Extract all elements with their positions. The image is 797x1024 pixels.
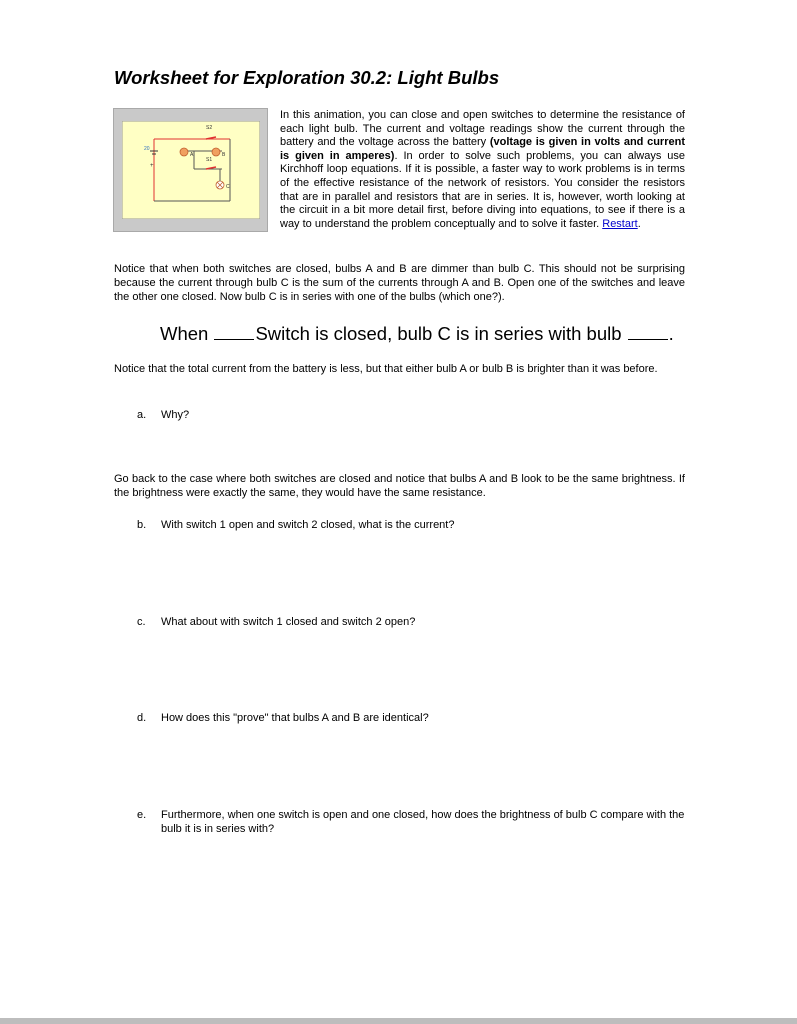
label-plus: +: [150, 163, 154, 169]
question-letter: d.: [137, 712, 147, 724]
bulb-b: [212, 148, 220, 156]
restart-link[interactable]: Restart: [602, 217, 638, 230]
fill-in-when: When: [160, 323, 209, 344]
question-text: What about with switch 1 closed and switch 2 open?: [161, 616, 416, 628]
fill-in-sentence: [160, 322, 720, 345]
circuit-animation[interactable]: [113, 108, 268, 232]
notice-paragraph-2: Notice that the total current from the battery is less, but that either bulb A or bulb B is brighter than it was before.: [114, 363, 658, 375]
question-text: Furthermore, when one switch is open and one closed, how does the brightness of bulb C compare with the bulb it is in series with?: [161, 809, 685, 835]
window-bottom-edge: [0, 1018, 797, 1024]
blank-bulb[interactable]: [628, 322, 668, 340]
question-text: How does this "prove" that bulbs A and B are identical?: [161, 712, 429, 724]
fill-in-end: .: [668, 323, 674, 344]
intro-text-2: . In order to solve such problems, you can always use Kirchhoff loop equations. If it is possible, a faster way to work problems is in terms of the effective resistance of the network of resistors. You consider the resistors that are in parallel and resistors that are in series. It is, however, worth looking at the circuit in a bit more detail first, before diving into equations, to see if there is a way to understand the problem conceptually and to solve it faster.: [280, 149, 686, 230]
page-title: Worksheet for Exploration 30.2: Light Bulbs: [114, 67, 500, 88]
intro-units-note: (voltage is given in volts and current is given in amperes): [280, 136, 685, 162]
blank-switch[interactable]: [214, 322, 254, 340]
fill-in-middle: Switch is closed, bulb C is in series with bulb: [255, 323, 622, 344]
bulb-a: [180, 148, 188, 156]
intro-end: .: [637, 217, 641, 230]
question-letter: a.: [137, 409, 147, 421]
question-text: Why?: [161, 409, 190, 421]
circuit-panel: [122, 121, 260, 219]
question-text: With switch 1 open and switch 2 closed, what is the current?: [161, 519, 455, 531]
circuit-diagram: [122, 121, 260, 219]
question-letter: b.: [137, 519, 147, 531]
label-battery: 20: [144, 146, 150, 152]
label-bulb-c: C: [226, 184, 230, 190]
question-letter: c.: [137, 616, 146, 628]
label-bulb-b: B: [222, 152, 226, 158]
label-s1: S1: [206, 157, 213, 163]
notice-paragraph-3: Go back to the case where both switches are closed and notice that bulbs A and B look to be the same brightness. If the brightness were exactly the same, they would have the same resistance.: [114, 473, 685, 499]
intro-paragraph: [280, 109, 685, 231]
label-bulb-a: A: [190, 152, 194, 158]
intro-text-1: In this animation, you can close and open switches to determine the resistance of each light bulb. The current and voltage readings show the current through the battery and the voltage across the battery: [280, 109, 685, 149]
notice-paragraph-1: Notice that when both switches are closed, bulbs A and B are dimmer than bulb C. This should not be surprising because the current through bulb C is the sum of the currents through A and B. Open one of the switches and leave the other one closed. Now bulb C is in series with one of the bulbs (which one?).: [114, 263, 685, 303]
label-s2: S2: [206, 125, 213, 131]
question-letter: e.: [137, 809, 147, 821]
